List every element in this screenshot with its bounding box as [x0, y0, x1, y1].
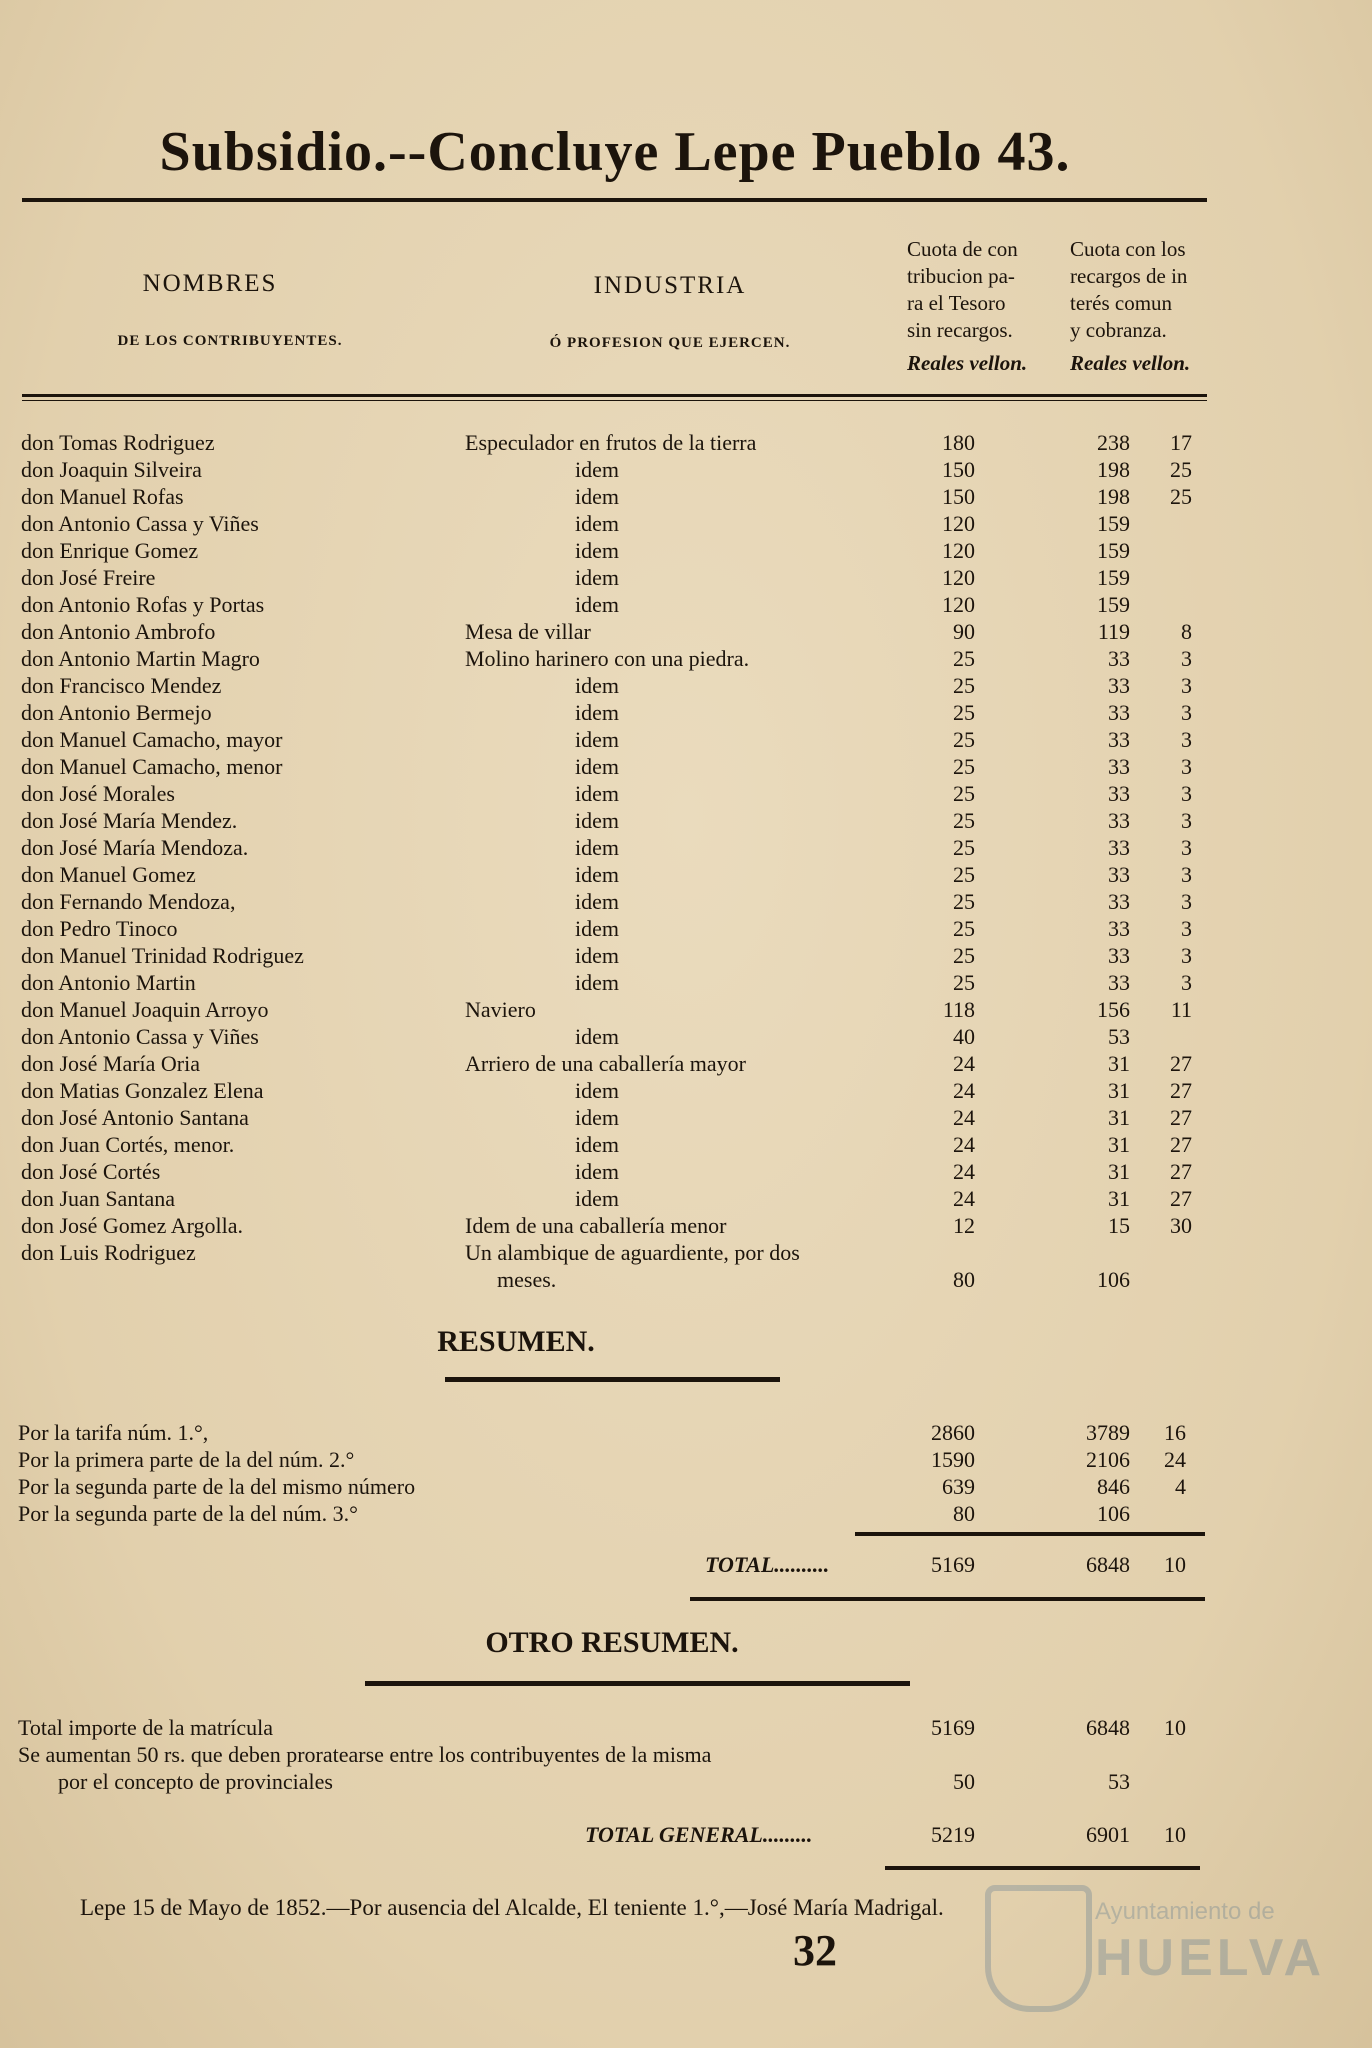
table-row [0, 916, 1372, 943]
total-cell: 159 [1097, 565, 1130, 590]
industry-cell: idem [575, 835, 619, 860]
table-row [0, 1132, 1372, 1159]
otro-row2-line1: Se aumentan 50 rs. que deben proratearse entre los contribuyentes de la misma [18, 1742, 712, 1767]
industry-cell: idem [575, 673, 619, 698]
cuota-unit: Reales vellon. [907, 351, 1028, 375]
cuota-cell: 25 [953, 781, 975, 806]
table-row [0, 1267, 1372, 1294]
shield-icon [985, 1885, 1092, 2012]
contributor-name: don Manuel Camacho, mayor [21, 727, 283, 752]
total-cell: 31 [1108, 1186, 1130, 1211]
cents-cell: 3 [1181, 889, 1192, 914]
cents-cell: 27 [1170, 1186, 1192, 1211]
industry-cell: idem [575, 1105, 619, 1130]
table-row [0, 997, 1372, 1024]
cuota-cell: 25 [953, 862, 975, 887]
names-subheader: DE LOS CONTRIBUYENTES. [117, 333, 343, 349]
cents-cell: 27 [1170, 1132, 1192, 1157]
table-row [0, 565, 1372, 592]
cuota-header: Cuota de con tribucion pa- ra el Tesoro sin recargos. Reales vellon. [907, 237, 1028, 375]
cents-cell: 17 [1170, 430, 1192, 455]
cents-cell: 3 [1181, 808, 1192, 833]
table-row [0, 484, 1372, 511]
total-cell: 15 [1108, 1213, 1130, 1238]
cents-cell: 3 [1181, 673, 1192, 698]
otro-resumen-title: OTRO RESUMEN. [485, 1626, 739, 1659]
industry-cell: idem [575, 484, 619, 509]
table-row [0, 1051, 1372, 1078]
page-title: Subsidio.--Concluye Lepe Pueblo 43. [159, 121, 1071, 183]
contributor-name: don Tomas Rodriguez [21, 430, 215, 455]
industry-cell: idem [575, 889, 619, 914]
otro-total-cents: 10 [1164, 1822, 1186, 1847]
cuota-cell: 120 [942, 565, 975, 590]
otro-row1-cuota: 5169 [931, 1715, 975, 1740]
contributor-name: don José María Mendez. [21, 808, 238, 833]
contributor-name: don José Gomez Argolla. [21, 1213, 244, 1238]
otro-total-label: TOTAL GENERAL......... [585, 1822, 813, 1847]
cents-cell: 3 [1181, 943, 1192, 968]
resumen-row-total: 106 [1097, 1501, 1130, 1526]
total-cell: 238 [1097, 430, 1130, 455]
cents-cell: 27 [1170, 1051, 1192, 1076]
industry-cell: idem [575, 808, 619, 833]
table-row [0, 1024, 1372, 1051]
cuota-cell: 24 [953, 1132, 975, 1157]
title-rule [22, 198, 1207, 202]
industry-cell: idem [575, 754, 619, 779]
contributor-name: don Antonio Ambrofo [21, 619, 216, 644]
resumen-row-cents: 16 [1164, 1420, 1186, 1445]
cuota-cell: 25 [953, 754, 975, 779]
contributor-name: don Francisco Mendez [21, 673, 222, 698]
resumen-row-total: 846 [1097, 1474, 1130, 1499]
resumen-total-cents: 10 [1164, 1552, 1186, 1577]
resumen-row-label: Por la segunda parte de la del núm. 3.° [18, 1501, 358, 1526]
cuota-cell: 25 [953, 646, 975, 671]
total-cell: 198 [1097, 457, 1130, 482]
total-cell: 31 [1108, 1159, 1130, 1184]
contributor-name: don Pedro Tinoco [21, 916, 178, 941]
table-row [0, 727, 1372, 754]
cuota-cell: 25 [953, 916, 975, 941]
watermark-line2: HUELVA [1095, 1929, 1326, 1987]
cuota-cell: 25 [953, 673, 975, 698]
contributor-name: don Antonio Martin [21, 970, 196, 995]
resumen-row-cents: 24 [1164, 1447, 1186, 1472]
table-row [0, 1078, 1372, 1105]
contributor-name: don José María Mendoza. [21, 835, 249, 860]
total-cell: 119 [1097, 619, 1130, 644]
table-row [0, 538, 1372, 565]
contributor-name: don Antonio Martin Magro [21, 646, 260, 671]
watermark [975, 1880, 1326, 2010]
resumen-row-cuota: 2860 [931, 1420, 975, 1445]
industry-cell: idem [575, 1024, 619, 1049]
otro-total-cuota: 5219 [931, 1822, 975, 1847]
cuota-cell: 25 [953, 889, 975, 914]
cents-cell: 8 [1181, 619, 1192, 644]
industry-cell: idem [575, 727, 619, 752]
total-cell: 198 [1097, 484, 1130, 509]
resumen-rule [445, 1377, 780, 1382]
cents-cell: 3 [1181, 646, 1192, 671]
cuota-cell: 40 [953, 1024, 975, 1049]
industry-cell: idem [575, 1159, 619, 1184]
industry-cell: idem [575, 700, 619, 725]
table-row [0, 1105, 1372, 1132]
industry-cell: Mesa de villar [465, 619, 591, 644]
header-rule-thin [22, 400, 1207, 401]
names-header: NOMBRES [142, 270, 278, 297]
contributors-table [0, 430, 1372, 1294]
resumen-sum-rule [855, 1532, 1205, 1536]
cuota-cell: 118 [942, 997, 975, 1022]
industry-cell: idem [575, 511, 619, 536]
table-row [0, 646, 1372, 673]
table-row [0, 970, 1372, 997]
table-row [0, 754, 1372, 781]
page-number: 32 [793, 1926, 837, 1975]
total-cell: 33 [1108, 889, 1130, 914]
table-row [0, 808, 1372, 835]
table-row [0, 781, 1372, 808]
cuota-cell: 24 [953, 1186, 975, 1211]
total-cell: 31 [1108, 1105, 1130, 1130]
table-row [0, 430, 1372, 457]
contributor-name: don Juan Santana [21, 1186, 175, 1211]
otro-resumen-rule [365, 1681, 910, 1686]
contributor-name: don Fernando Mendoza, [21, 889, 236, 914]
table-row [0, 835, 1372, 862]
total-cell: 159 [1097, 511, 1130, 536]
contributor-name: don Antonio Cassa y Viñes [21, 511, 259, 536]
total-cell: 33 [1108, 646, 1130, 671]
cents-cell: 27 [1170, 1105, 1192, 1130]
industry-cell: meses. [497, 1267, 557, 1292]
contributor-name: don Manuel Gomez [21, 862, 196, 887]
otro-row1-total: 6848 [1086, 1715, 1130, 1740]
cuota-cell: 12 [953, 1213, 975, 1238]
resumen-row-label: Por la tarifa núm. 1.°, [18, 1420, 209, 1445]
resumen-row-cuota: 80 [953, 1501, 975, 1526]
cents-cell: 3 [1181, 727, 1192, 752]
header-rule [22, 394, 1207, 397]
total-cell: 33 [1108, 727, 1130, 752]
resumen-row-cents: 4 [1175, 1474, 1186, 1499]
total-cell: 31 [1108, 1051, 1130, 1076]
total-cell: 31 [1108, 1078, 1130, 1103]
total-cell: 33 [1108, 862, 1130, 887]
cents-cell: 11 [1170, 997, 1192, 1022]
resumen-total-cuota: 5169 [931, 1552, 975, 1577]
industry-cell: idem [575, 538, 619, 563]
industry-cell: idem [575, 862, 619, 887]
table-row [0, 1213, 1372, 1240]
cuota-cell: 180 [942, 430, 975, 455]
cuota-cell: 120 [942, 511, 975, 536]
cents-cell: 3 [1181, 700, 1192, 725]
total-cell: 33 [1108, 673, 1130, 698]
contributor-name: don Luis Rodriguez [21, 1240, 196, 1265]
industry-cell: idem [575, 592, 619, 617]
total-cell: 33 [1108, 754, 1130, 779]
otro-total-total: 6901 [1086, 1822, 1130, 1847]
contributor-name: don José Antonio Santana [21, 1105, 249, 1130]
industry-cell: idem [575, 1078, 619, 1103]
recargos-unit: Reales vellon. [1070, 351, 1191, 375]
watermark-line1: Ayuntamiento de [1095, 1898, 1275, 1925]
cuota-cell: 150 [942, 457, 975, 482]
resumen-total-rule [690, 1597, 1205, 1601]
cuota-cell: 25 [953, 970, 975, 995]
resumen-row-cuota: 639 [942, 1474, 975, 1499]
table-row [0, 592, 1372, 619]
contributor-name: don José Morales [21, 781, 175, 806]
industry-cell: Arriero de una caballería mayor [465, 1051, 746, 1076]
total-cell: 33 [1108, 700, 1130, 725]
table-row [0, 673, 1372, 700]
otro-row2-cuota: 50 [953, 1769, 975, 1794]
table-row [0, 700, 1372, 727]
cuota-cell: 150 [942, 484, 975, 509]
signature-line: Lepe 15 de Mayo de 1852.—Por ausencia del Alcalde, El teniente 1.°,—José María Madrigal. [80, 1895, 944, 1920]
total-cell: 159 [1097, 538, 1130, 563]
cents-cell: 3 [1181, 862, 1192, 887]
industry-cell: Naviero [465, 997, 536, 1022]
table-row [0, 1240, 1372, 1267]
resumen-title: RESUMEN. [437, 1325, 595, 1358]
total-cell: 33 [1108, 916, 1130, 941]
contributor-name: don Antonio Cassa y Viñes [21, 1024, 259, 1049]
cents-cell: 30 [1170, 1213, 1192, 1238]
contributor-name: don José Freire [21, 565, 156, 590]
total-cell: 33 [1108, 943, 1130, 968]
cents-cell: 3 [1181, 916, 1192, 941]
cuota-cell: 25 [953, 835, 975, 860]
cuota-cell: 25 [953, 943, 975, 968]
resumen-row-total: 3789 [1086, 1420, 1130, 1445]
contributor-name: don Enrique Gomez [21, 538, 199, 563]
cuota-cell: 24 [953, 1078, 975, 1103]
recargos-header: Cuota con los recargos de in terés comun y cobranza. Reales vellon. [1070, 237, 1191, 375]
contributor-name: don Antonio Rofas y Portas [21, 592, 265, 617]
total-cell: 106 [1097, 1267, 1130, 1292]
table-row [0, 457, 1372, 484]
industry-cell: Idem de una caballería menor [465, 1213, 727, 1238]
contributor-name: don Manuel Camacho, menor [21, 754, 283, 779]
resumen-total-label: TOTAL.......... [705, 1552, 830, 1577]
industry-cell: idem [575, 781, 619, 806]
contributor-name: don José María Oria [21, 1051, 201, 1076]
industry-cell: Molino harinero con una piedra. [465, 646, 750, 671]
industry-cell: idem [575, 970, 619, 995]
otro-row1-cents: 10 [1164, 1715, 1186, 1740]
otro-row2-line2: por el concepto de provinciales [58, 1769, 333, 1794]
table-row [0, 862, 1372, 889]
cents-cell: 27 [1170, 1159, 1192, 1184]
resumen-row-label: Por la primera parte de la del núm. 2.° [18, 1447, 355, 1472]
table-row [0, 1186, 1372, 1213]
cuota-cell: 24 [953, 1159, 975, 1184]
cuota-cell: 24 [953, 1105, 975, 1130]
cuota-cell: 24 [953, 1051, 975, 1076]
table-row [0, 889, 1372, 916]
cuota-cell: 25 [953, 808, 975, 833]
cents-cell: 3 [1181, 970, 1192, 995]
cents-cell: 25 [1170, 457, 1192, 482]
industry-cell: idem [575, 916, 619, 941]
cents-cell: 3 [1181, 754, 1192, 779]
table-row [0, 1159, 1372, 1186]
total-cell: 33 [1108, 781, 1130, 806]
resumen-row-cuota: 1590 [931, 1447, 975, 1472]
total-cell: 156 [1097, 997, 1130, 1022]
total-cell: 53 [1108, 1024, 1130, 1049]
industry-cell: idem [575, 565, 619, 590]
industry-cell: idem [575, 457, 619, 482]
otro-total-rule [885, 1866, 1200, 1870]
cuota-cell: 120 [942, 592, 975, 617]
contributor-name: don Manuel Joaquin Arroyo [21, 997, 269, 1022]
resumen-total-total: 6848 [1086, 1552, 1130, 1577]
cents-cell: 25 [1170, 484, 1192, 509]
total-cell: 33 [1108, 808, 1130, 833]
contributor-name: don Matias Gonzalez Elena [21, 1078, 264, 1103]
industry-cell: idem [575, 1186, 619, 1211]
total-cell: 33 [1108, 970, 1130, 995]
cents-cell: 27 [1170, 1078, 1192, 1103]
industry-subheader: Ó PROFESION QUE EJERCEN. [549, 335, 791, 351]
contributor-name: don Manuel Rofas [21, 484, 184, 509]
contributor-name: don Joaquin Silveira [21, 457, 202, 482]
cents-cell: 3 [1181, 781, 1192, 806]
cuota-cell: 120 [942, 538, 975, 563]
cuota-cell: 80 [953, 1267, 975, 1292]
cents-cell: 3 [1181, 835, 1192, 860]
contributor-name: don Antonio Bermejo [21, 700, 212, 725]
industry-cell: Especulador en frutos de la tierra [465, 430, 757, 455]
otro-row2-total: 53 [1108, 1769, 1130, 1794]
cuota-cell: 25 [953, 700, 975, 725]
table-row [0, 943, 1372, 970]
resumen-row-total: 2106 [1086, 1447, 1130, 1472]
contributor-name: don Manuel Trinidad Rodriguez [21, 943, 304, 968]
cuota-cell: 25 [953, 727, 975, 752]
industry-cell: Un alambique de aguardiente, por dos [465, 1240, 800, 1265]
resumen-row-label: Por la segunda parte de la del mismo número [18, 1474, 416, 1499]
cuota-cell: 90 [953, 619, 975, 644]
industry-header: INDUSTRIA [593, 272, 747, 299]
total-cell: 31 [1108, 1132, 1130, 1157]
total-cell: 33 [1108, 835, 1130, 860]
industry-cell: idem [575, 1132, 619, 1157]
otro-row1-label: Total importe de la matrícula [18, 1715, 274, 1740]
table-row [0, 511, 1372, 538]
industry-cell: idem [575, 943, 619, 968]
table-row [0, 619, 1372, 646]
contributor-name: don José Cortés [21, 1159, 161, 1184]
contributor-name: don Juan Cortés, menor. [21, 1132, 235, 1157]
total-cell: 159 [1097, 592, 1130, 617]
